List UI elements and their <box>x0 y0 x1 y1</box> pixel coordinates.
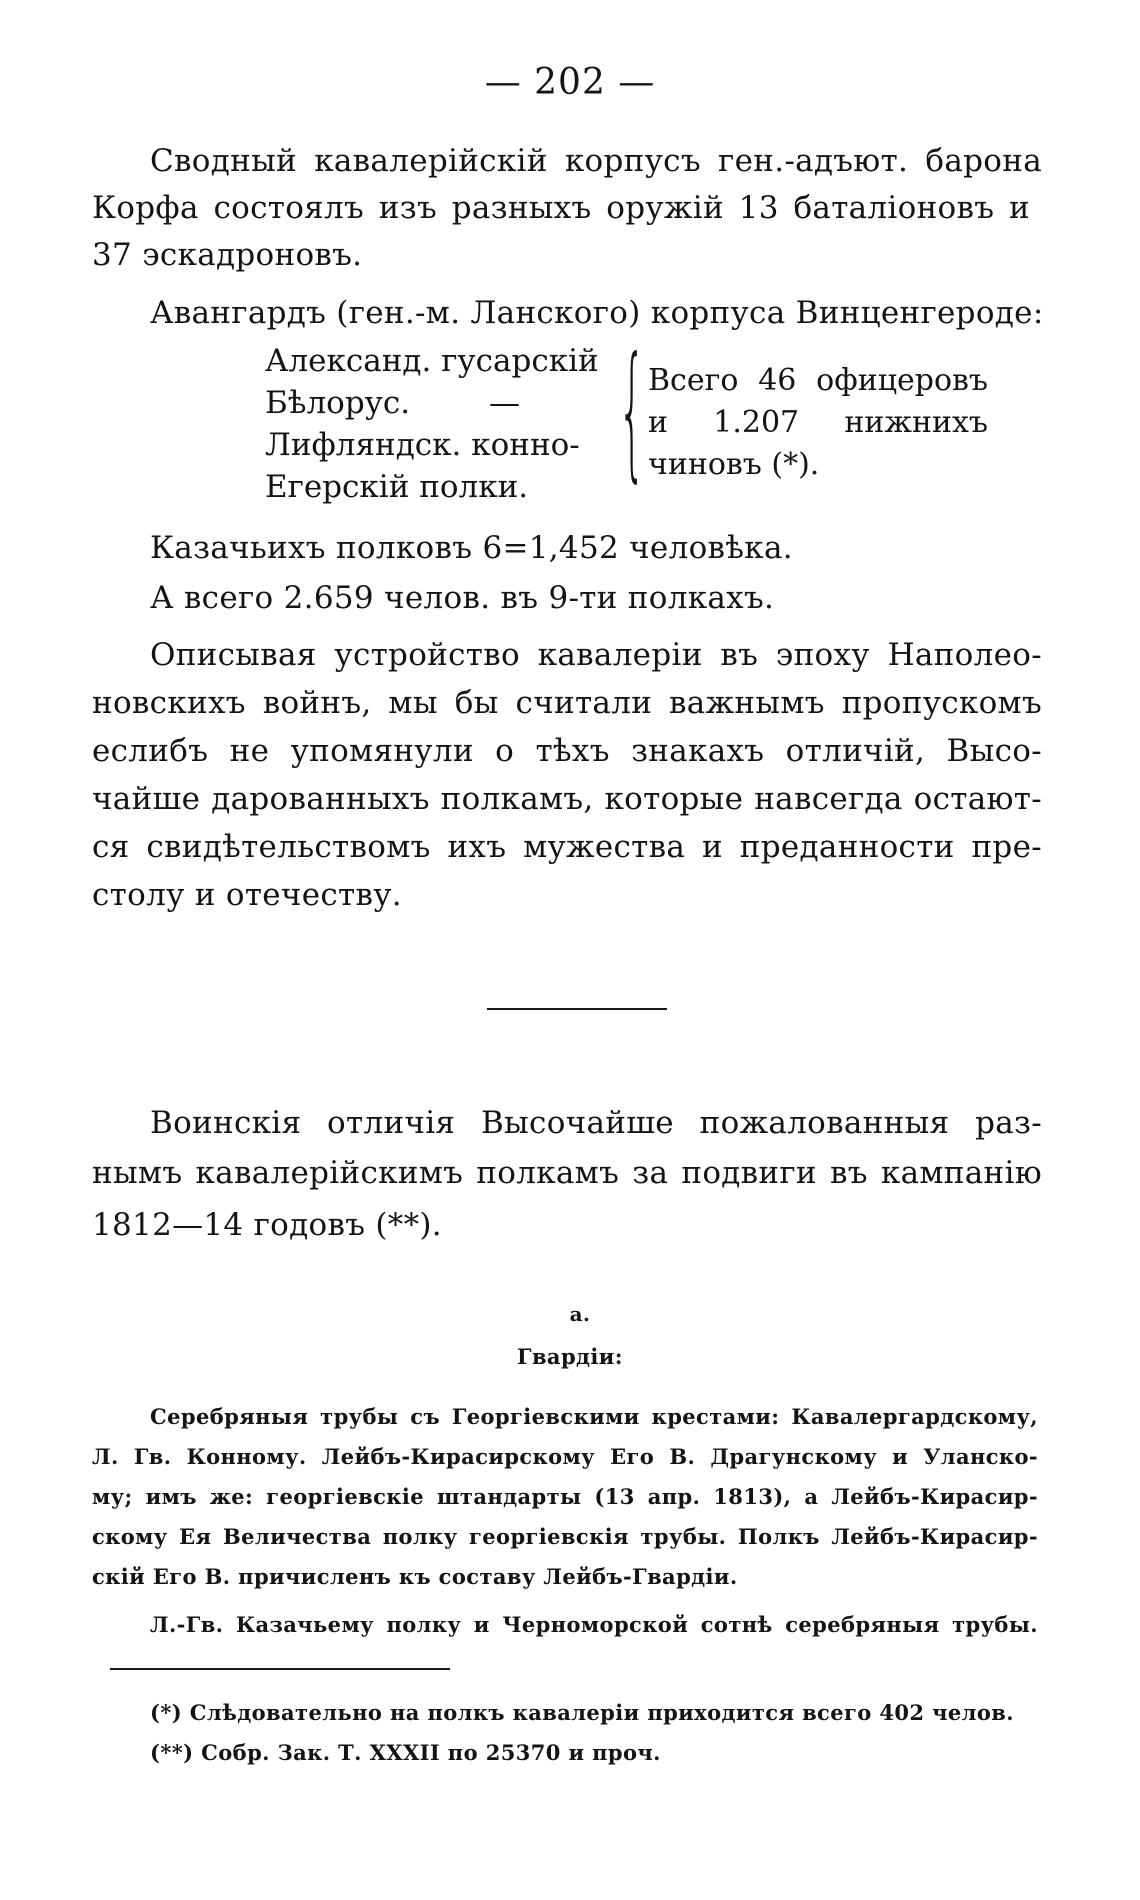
summary-line: Всего 46 офицеровъ <box>648 363 988 398</box>
small-para-line-5: скій Его В. причисленъ къ составу Лейбъ-Гвардіи. <box>92 1564 738 1589</box>
small-para2: Л.-Гв. Казачьему полку и Черноморской сотнѣ серебряныя трубы. <box>150 1612 1038 1637</box>
regiment-item: Лифляндск. конно- <box>265 427 580 463</box>
brace-summary <box>648 360 988 486</box>
small-para-line-4: скому Ея Величества полку георгіевскія трубы. Полкъ Лейбъ-Кирасир- <box>92 1524 1038 1549</box>
para1-line-1: Сводный кавалерійскій корпусъ ген.-адъют. барона <box>150 143 1042 179</box>
right-brace: { <box>618 326 646 496</box>
section-divider <box>487 1008 667 1010</box>
section-heading-line-2: нымъ кавалерійскимъ полкамъ за подвиги въ кампанію <box>92 1155 1042 1191</box>
footnote-2: (**) Собр. Зак. Т. XXXII по 25370 и проч. <box>150 1740 661 1765</box>
total-line: А всего 2.659 челов. въ 9-ти полкахъ. <box>150 580 775 616</box>
para2-line-3: еслибъ не упомянули о тѣхъ знакахъ отличій, Высо- <box>92 733 1042 769</box>
subsection-letter: а. <box>569 1302 591 1326</box>
subsection-title: Гвардіи: <box>517 1344 623 1369</box>
regiment-item: Александ. гусарскій <box>265 343 599 379</box>
para2-line-6: столу и отечеству. <box>92 877 402 913</box>
footnote-divider <box>110 1668 450 1670</box>
vanguard-heading: Авангардъ (ген.-м. Ланского) корпуса Винценгероде: <box>150 295 1044 331</box>
cossack-line: Казачьихъ полковъ 6=1,452 человѣка. <box>150 530 793 566</box>
para2-line-4: чайше дарованныхъ полкамъ, которые навсегда остают- <box>92 781 1042 817</box>
summary-line: и 1.207 нижнихъ <box>648 405 988 440</box>
para2-line-2: новскихъ войнъ, мы бы считали важнымъ пропускомъ <box>92 685 1042 721</box>
regiment-list <box>265 340 615 508</box>
para1-line-3: 37 эскадроновъ. <box>92 237 363 273</box>
regiment-item: Егерскій полки. <box>265 469 529 505</box>
summary-line: чиновъ (*). <box>648 447 820 482</box>
small-para-line-2: Л. Гв. Конному. Лейбъ-Кирасирскому Его В. Драгунскому и Уланско- <box>92 1444 1038 1469</box>
section-heading-line-1: Воинскія отличія Высочайше пожалованныя раз- <box>150 1105 1042 1141</box>
section-heading-line-3: 1812—14 годовъ (**). <box>92 1207 442 1243</box>
page-number: — 202 — <box>484 62 656 103</box>
small-para-line-1: Серебряныя трубы съ Георгіевскими крестами: Кавалергардскому, <box>150 1404 1038 1429</box>
para2-line-5: ся свидѣтельствомъ ихъ мужества и преданности пре- <box>92 829 1042 865</box>
footnote-1: (*) Слѣдовательно на полкъ кавалеріи приходится всего 402 челов. <box>150 1700 1014 1725</box>
para1-line-2: Корфа состоялъ изъ разныхъ оружій 13 баталіоновъ и <box>92 190 1030 226</box>
small-para-line-3: му; имъ же: георгіевскіе штандарты (13 апр. 1813), а Лейбъ-Кирасир- <box>92 1484 1038 1509</box>
para2-line-1: Описывая устройство кавалеріи въ эпоху Наполео- <box>150 637 1042 673</box>
regiment-item: Бѣлорус. — <box>265 385 520 421</box>
